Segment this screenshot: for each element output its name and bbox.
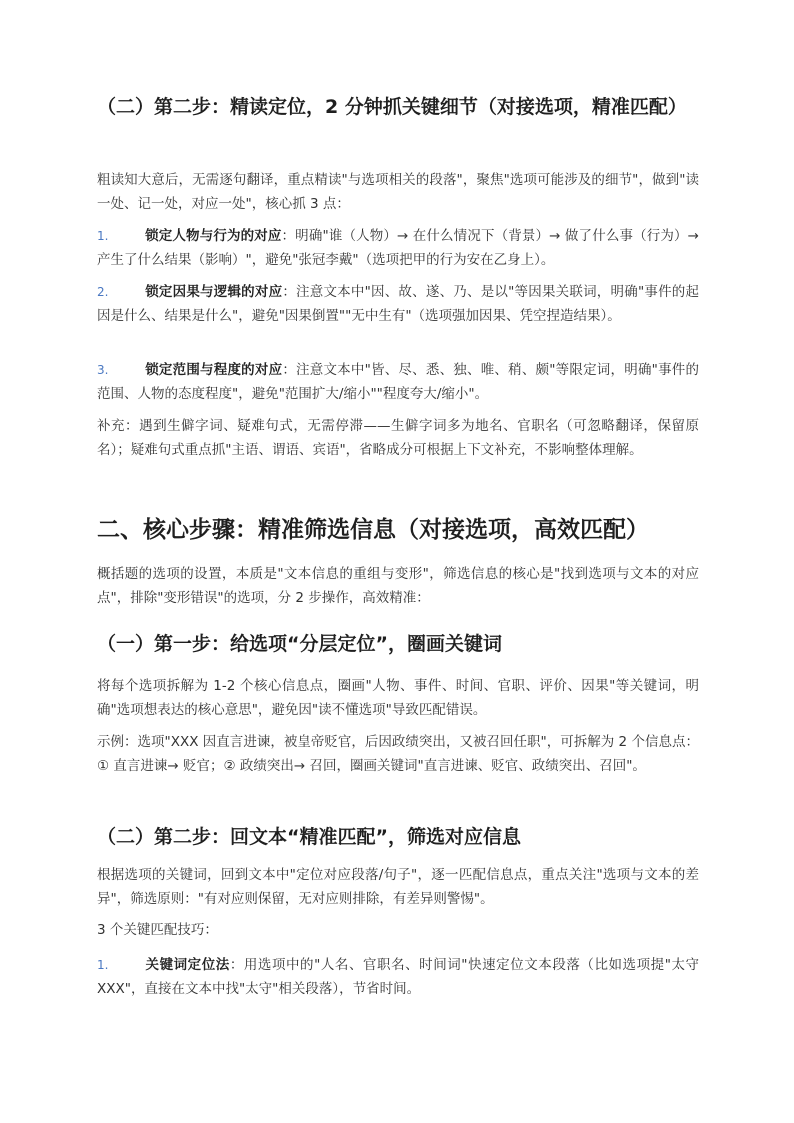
list-item-lead: 关键词定位法 — [145, 957, 230, 973]
list-item — [97, 280, 699, 328]
section-heading-step1-keywords: （一）第一步：给选项“分层定位”，圈画关键词 — [97, 633, 502, 655]
paragraph-step2-method: 根据选项的关键词，回到文本中"定位对应段落/句子"，逐一匹配信息点，重点关注"选项与文本的差异"，筛选原则："有对应则保留，无对应则排除，有差异则警惕"。 — [97, 867, 699, 907]
list-item-text: ：注意文本中"皆、尽、悉、独、唯、稍、颇"等限定词，明确"事件的范围、人物的态度程度"，避免"范围扩大/缩小""程度夸大/缩小"。 — [97, 362, 699, 402]
list-number: 2. — [97, 285, 109, 299]
paragraph-intensive-reading-intro: 粗读知大意后，无需逐句翻译，重点精读"与选项相关的段落"，聚焦"选项可能涉及的细节"，做到"读一处、记一处，对应一处"，核心抓 3 点： — [97, 172, 699, 212]
list-number: 3. — [97, 363, 109, 377]
list-item-lead: 锁定因果与逻辑的对应 — [145, 284, 283, 300]
list-number: 1. — [97, 958, 109, 972]
list-item-text: ：明确"谁（人物）→ 在什么情况下（背景）→ 做了什么事（行为）→ 产生了什么结果（影响）"，避免"张冠李戴"（选项把甲的行为安在乙身上）。 — [97, 228, 699, 268]
list-number: 1. — [97, 229, 109, 243]
list-item-text: ：注意文本中"因、故、遂、乃、是以"等因果关联词，明确"事件的起因是什么、结果是什么"，避免"因果倒置""无中生有"（选项强加因果、凭空捏造结果）。 — [97, 284, 699, 324]
section-heading-step2-intensive-reading: （二）第二步：精读定位，2 分钟抓关键细节（对接选项，精准匹配） — [97, 96, 687, 118]
section-heading-core-steps: 二、核心步骤：精准筛选信息（对接选项，高效匹配） — [97, 517, 649, 543]
list-item — [97, 953, 699, 1001]
list-item-lead: 锁定人物与行为的对应 — [145, 228, 282, 244]
list-item — [97, 224, 699, 272]
paragraph-supplement: 补充：遇到生僻字词、疑难句式，无需停滞——生僻字词多为地名、官职名（可忽略翻译，保留原名）；疑难句式重点抓"主语、谓语、宾语"，省略成分可根据上下文补充，不影响整体理解。 — [97, 418, 699, 458]
list-item — [97, 358, 699, 406]
list-item-text: ：用选项中的"人名、官职名、时间词"快速定位文本段落（比如选项提"太守 XXX"，直接在文本中找"太守"相关段落），节省时间。 — [97, 957, 699, 997]
paragraph-step1-method: 将每个选项拆解为 1-2 个核心信息点，圈画"人物、事件、时间、官职、评价、因果"等关键词，明确"选项想表达的核心意思"，避免因"读不懂选项"导致匹配错误。 — [97, 678, 699, 718]
paragraph-step1-example: 示例：选项"XXX 因直言进谏，被皇帝贬官，后因政绩突出，又被召回任职"，可拆解为 2 个信息点：① 直言进谏→ 贬官；② 政绩突出→ 召回，圈画关键词"直言进谏、贬官、政绩突出、召回"。 — [97, 734, 699, 774]
paragraph-matching-tips-label: 3 个关键匹配技巧： — [97, 922, 218, 938]
section-heading-step2-matching: （二）第二步：回文本“精准匹配”，筛选对应信息 — [97, 826, 521, 848]
paragraph-core-steps-intro: 概括题的选项的设置，本质是"文本信息的重组与变形"，筛选信息的核心是"找到选项与文本的对应点"，排除"变形错误"的选项，分 2 步操作，高效精准： — [97, 566, 699, 606]
list-item-lead: 锁定范围与程度的对应 — [145, 362, 283, 378]
